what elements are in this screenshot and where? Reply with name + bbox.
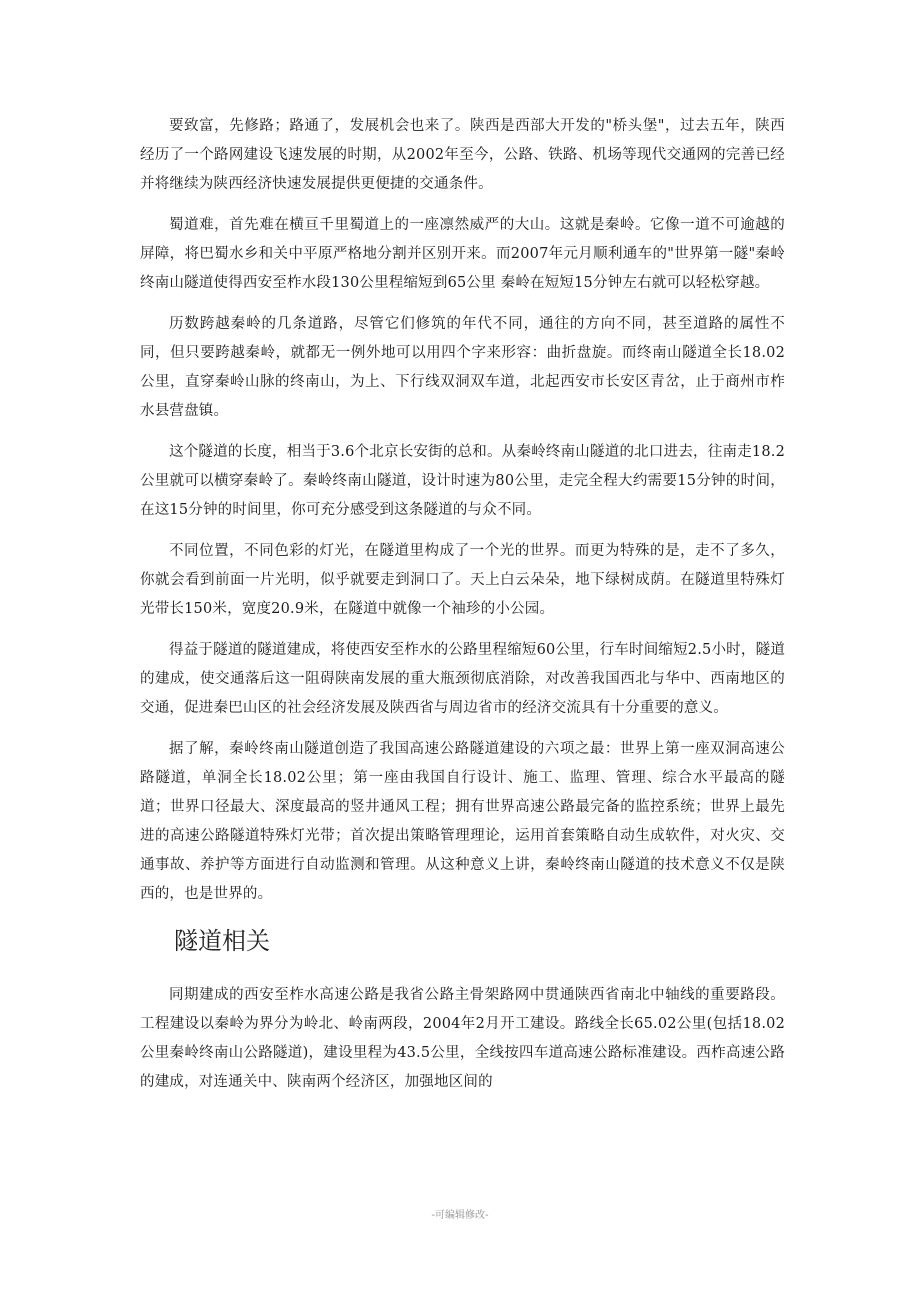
- section-heading: 隧道相关: [174, 927, 270, 955]
- paragraph: 历数跨越秦岭的几条道路，尽管它们修筑的年代不同，通往的方向不同，甚至道路的属性不同，但只要跨越秦岭，就都无一例外地可以用四个字来形容：曲折盘旋。而终南山隧道全长18.02公里，直穿秦岭山脉的终南山，为上、下行线双洞双车道，北起西安市长安区青岔，止于商州市柞水县营盘镇。: [140, 316, 785, 419]
- paragraph: 蜀道难，首先难在横亘千里蜀道上的一座凛然威严的大山。这就是秦岭。它像一道不可逾越的屏障，将巴蜀水乡和关中平原严格地分割并区别开来。而2007年元月顺利通车的"世界第一隧"秦岭终南山隧道使得西安至柞水段130公里程缩短到65公里 秦岭在短短15分钟左右就可以轻松穿越。: [140, 217, 785, 291]
- paragraph: 同期建成的西安至柞水高速公路是我省公路主骨架路网中贯通陕西省南北中轴线的重要路段。工程建设以秦岭为界分为岭北、岭南两段，2004年2月开工建设。路线全长65.02公里(包括18.02公里秦岭终南山公路隧道)，建设里程为43.5公里，全线按四车道高速公路标准建设。西柞高速公路的建成，对连通关中、陕南两个经济区，加强地区间的: [140, 987, 785, 1090]
- paragraph: 这个隧道的长度，相当于3.6个北京长安街的总和。从秦岭终南山隧道的北口进去，往南走18.2公里就可以横穿秦岭了。秦岭终南山隧道，设计时速为80公里，走完全程大约需要15分钟的时间，在这15分钟的时间里，你可充分感受到这条隧道的与众不同。: [140, 444, 785, 518]
- paragraph: 要致富，先修路；路通了，发展机会也来了。陕西是西部大开发的"桥头堡"，过去五年，陕西经历了一个路网建设飞速发展的时期，从2002年至今，公路、铁路、机场等现代交通网的完善已经并将继续为陕西经济快速发展提供更便捷的交通条件。: [140, 118, 785, 192]
- paragraph: 得益于隧道的隧道建成，将使西安至柞水的公路里程缩短60公里，行车时间缩短2.5小时，隧道的建成，使交通落后这一阻碍陕南发展的重大瓶颈彻底消除，对改善我国西北与华中、西南地区的交通，促进秦巴山区的社会经济发展及陕西省与周边省市的经济交流具有十分重要的意义。: [140, 642, 785, 716]
- page-footer: -可编辑修改-: [431, 1210, 489, 1221]
- document-body: [140, 112, 785, 1109]
- paragraph: 据了解，秦岭终南山隧道创造了我国高速公路隧道建设的六项之最：世界上第一座双洞高速公路隧道，单洞全长18.02公里；第一座由我国自行设计、施工、监理、管理、综合水平最高的隧道；世界口径最大、深度最高的竖井通风工程；拥有世界高速公路最完备的监控系统；世界上最先进的高速公路隧道特殊灯光带；首次提出策略管理理论，运用首套策略自动生成软件，对火灾、交通事故、养护等方面进行自动监测和管理。从这种意义上讲，秦岭终南山隧道的技术意义不仅是陕西的，也是世界的。: [140, 741, 785, 902]
- paragraph: 不同位置，不同色彩的灯光，在隧道里构成了一个光的世界。而更为特殊的是，走不了多久，你就会看到前面一片光明，似乎就要走到洞口了。天上白云朵朵，地下绿树成荫。在隧道里特殊灯光带长150米，宽度20.9米，在隧道中就像一个袖珍的小公园。: [140, 543, 785, 617]
